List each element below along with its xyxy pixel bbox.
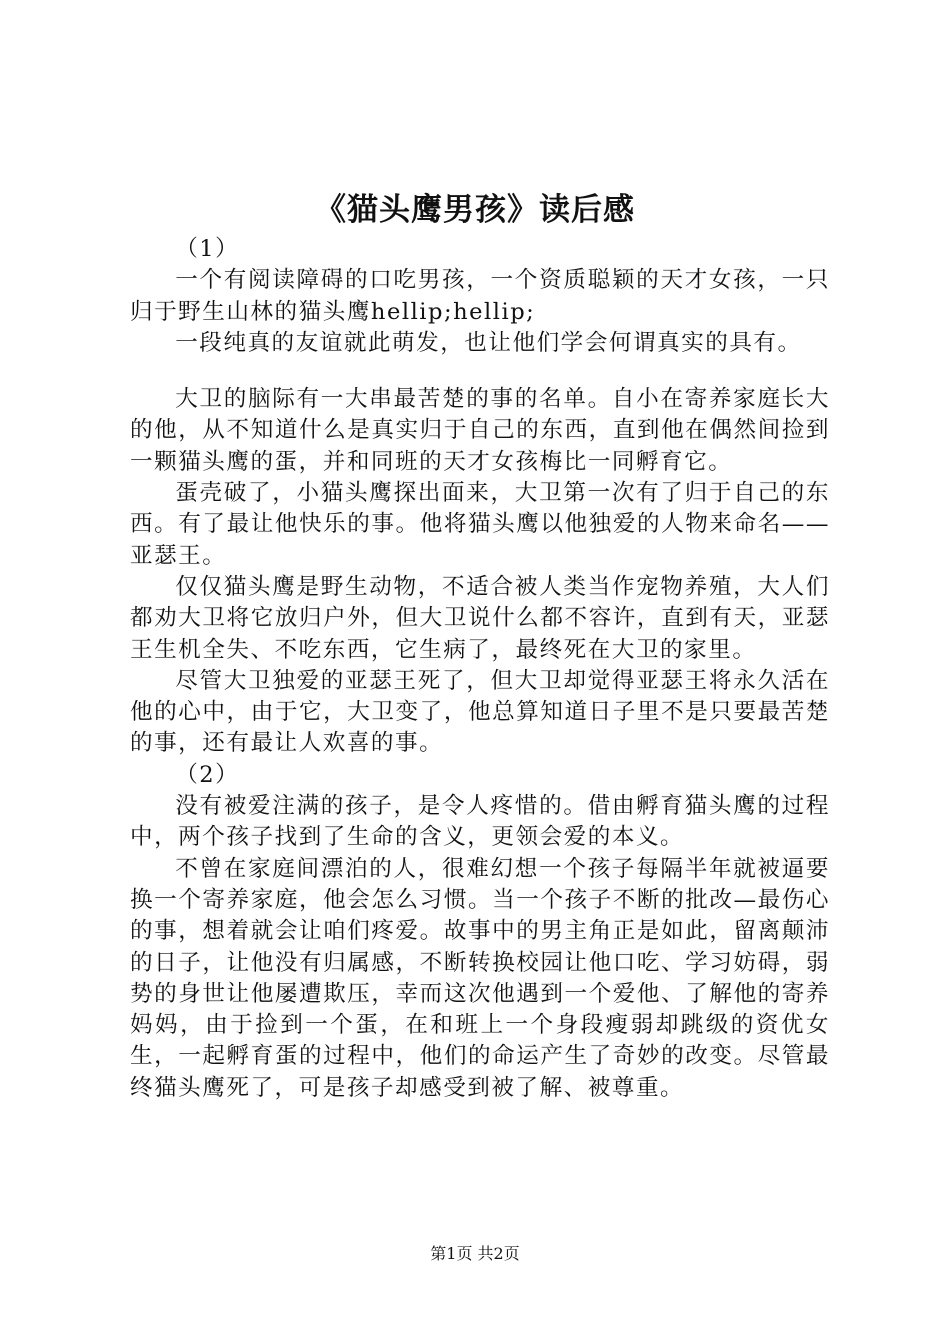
paragraph-intro: 一个有阅读障碍的口吃男孩，一个资质聪颖的天才女孩，一只归于野生山林的猫头鹰hellip;hellip; xyxy=(130,267,830,325)
section-marker-2: （2） xyxy=(175,761,240,788)
paragraph-david: 大卫的脑际有一大串最苦楚的事的名单。自小在寄养家庭长大的他，从不知道什么是真实归于自己的东西，直到他在偶然间捡到一颗猫头鹰的蛋，并和同班的天才女孩梅比一同孵育它。 xyxy=(130,386,830,475)
paragraph-memory: 尽管大卫独爱的亚瑟王死了，但大卫却觉得亚瑟王将永久活在他的心中，由于它，大卫变了，他总算知道日子里不是只要最苦楚的事，还有最让人欢喜的事。 xyxy=(130,667,830,757)
section-marker-1: （1） xyxy=(175,236,240,262)
page-footer: 第1页 共2页 xyxy=(430,1244,520,1263)
paragraph-spacer xyxy=(130,359,830,384)
paragraph-hatching: 蛋壳破了，小猫头鹰探出面来，大卫第一次有了归于自己的东西。有了最让他快乐的事。他将猫头鹰以他独爱的人物来命名——亚瑟王。 xyxy=(130,480,830,569)
document-title: 《猫头鹰男孩》读后感 xyxy=(315,192,635,228)
paragraph-wild-animal: 仅仅猫头鹰是野生动物，不适合被人类当作宠物养殖，大人们都劝大卫将它放归户外，但大卫说什么都不容许，直到有天，亚瑟王生机全失、不吃东西，它生病了，最终死在大卫的家里。 xyxy=(130,573,830,663)
document-body xyxy=(130,234,830,1104)
paragraph-friendship: 一段纯真的友谊就此萌发，也让他们学会何谓真实的具有。 xyxy=(175,329,802,356)
paragraph-foster: 不曾在家庭间漂泊的人，很难幻想一个孩子每隔半年就被逼要换一个寄养家庭，他会怎么习惯。当一个孩子不断的批改—最伤心的事，想着就会让咱们疼爱。故事中的男主角正是如此，留离颠沛的日子，让他没有归属感，不断转换校园让他口吃、学习妨碍，弱势的身世让他屡遭欺压，幸而这次他遇到一个爱他、了解他的寄养妈妈，由于捡到一个蛋，在和班上一个身段瘦弱却跳级的资优女生，一起孵育蛋的过程中，他们的命运产生了奇妙的改变。尽管最终猫头鹰死了，可是孩子却感受到被了解、被尊重。 xyxy=(130,855,830,1101)
paragraph-love: 没有被爱注满的孩子，是令人疼惜的。借由孵育猫头鹰的过程中，两个孩子找到了生命的含义，更领会爱的本义。 xyxy=(130,793,830,851)
